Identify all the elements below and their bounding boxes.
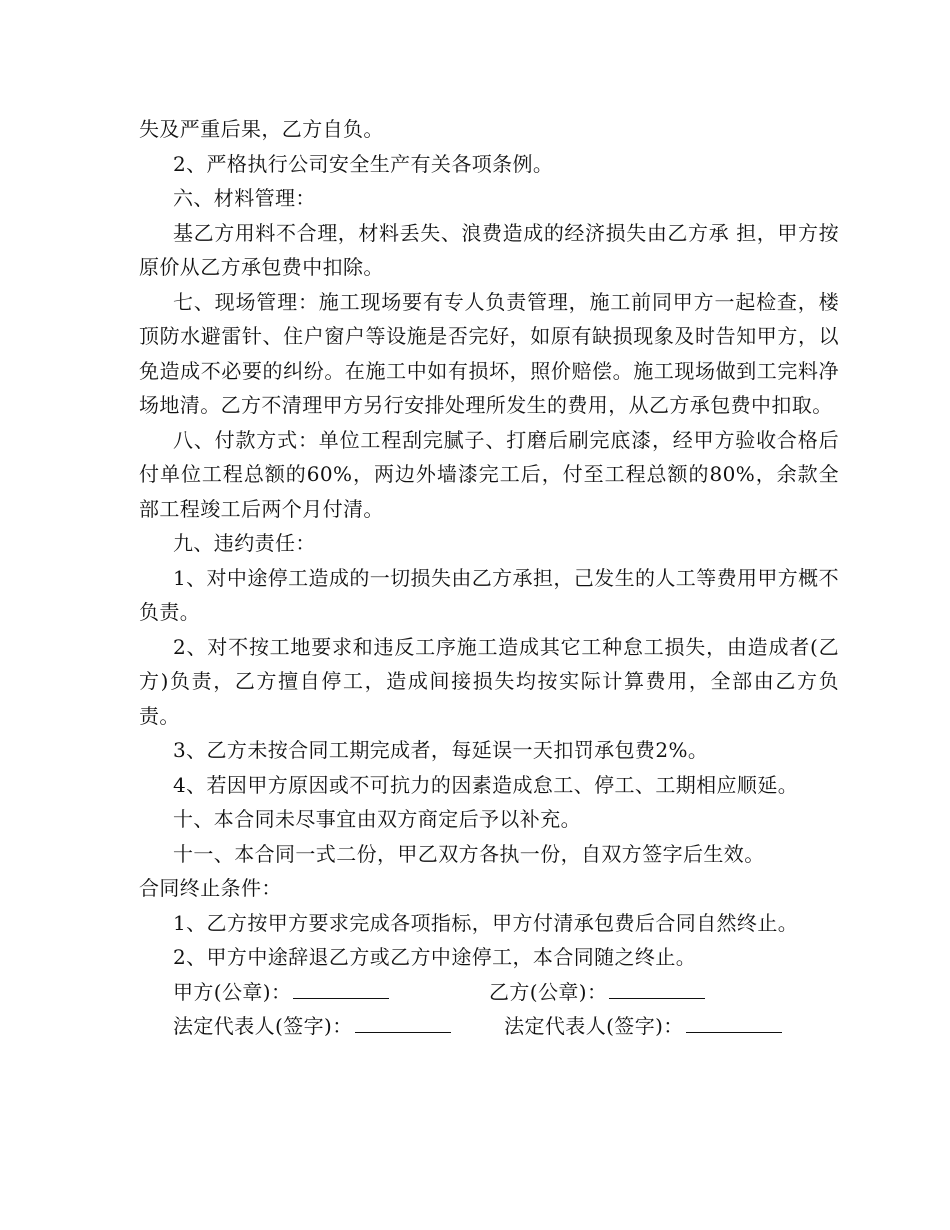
section-heading-breach: 九、违约责任：: [173, 531, 316, 555]
party-b-rep: [504, 1009, 839, 1044]
party-a-rep-blank: [355, 1031, 451, 1033]
party-a-seal-label: 甲方(公章)：: [173, 979, 292, 1004]
clause-safety-regulations: 2、严格执行公司安全生产有关各项条例。: [173, 151, 554, 176]
clause-termination-2: 2、甲方中途辞退乙方或乙方中途停工，本合同随之终止。: [173, 945, 697, 969]
clause-breach-2: 2、对不按工地要求和违反工序施工造成其它工种怠工损失，由造成者(乙方)负责，乙方擅自停工，造成间接损失均按实际计算费用，全部由乙方负责。: [139, 634, 839, 728]
clause-supplement: 十、本合同未尽事宜由双方商定后予以补充。: [173, 807, 581, 831]
representative-row: [139, 1009, 839, 1044]
party-b-seal-blank: [609, 997, 705, 999]
party-b-rep-label: 法定代表人(签字)：: [504, 1014, 684, 1038]
party-b-seal-label: 乙方(公章)：: [489, 979, 608, 1004]
clause-termination-1: 1、乙方按甲方要求完成各项指标，甲方付清承包费后合同自然终止。: [173, 910, 799, 935]
clause-breach-1: 1、对中途停工造成的一切损失由乙方承担，己发生的人工等费用甲方概不负责。: [139, 565, 839, 624]
clause-breach-3: 3、乙方未按合同工期完成者，每延误一天扣罚承包费2%。: [173, 738, 709, 762]
clause-breach-4: 4、若因甲方原因或不可抗力的因素造成怠工、停工、工期相应顺延。: [173, 772, 799, 797]
seal-row: [139, 975, 839, 1010]
clause-site-management: 七、现场管理：施工现场要有专人负责管理，施工前同甲方一起检查，楼顶防水避雷针、住户窗户等设施是否完好，如原有缺损现象及时告知甲方，以免造成不必要的纠纷。在施工中如有损坏，照价赔偿。施工现场做到工完料净场地清。乙方不清理甲方另行安排处理所发生的费用，从乙方承包费中扣取。: [139, 289, 839, 417]
party-b-seal: [489, 975, 839, 1010]
party-a-seal: [173, 975, 489, 1010]
party-a-rep: [173, 1009, 504, 1044]
section-heading-materials: 六、材料管理：: [173, 186, 316, 210]
clause-payment-method: 八、付款方式：单位工程刮完腻子、打磨后刷完底漆，经甲方验收合格后付单位工程总额的60%，两边外墙漆完工后，付至工程总额的80%，余款全部工程竣工后两个月付清。: [139, 427, 839, 521]
party-a-seal-blank: [293, 997, 389, 999]
party-a-rep-label: 法定代表人(签字)：: [173, 1014, 353, 1038]
heading-termination: 合同终止条件：: [139, 876, 282, 900]
party-b-rep-blank: [686, 1031, 782, 1033]
clause-copies: 十一、本合同一式二份，甲乙双方各执一份，自双方签字后生效。: [173, 841, 765, 866]
clause-materials: 基乙方用料不合理，材料丢失、浪费造成的经济损失由乙方承 担，甲方按原价从乙方承包费中扣除。: [139, 220, 839, 279]
paragraph-continuation: 失及严重后果，乙方自负。: [139, 117, 384, 141]
contract-body: [139, 112, 839, 1044]
